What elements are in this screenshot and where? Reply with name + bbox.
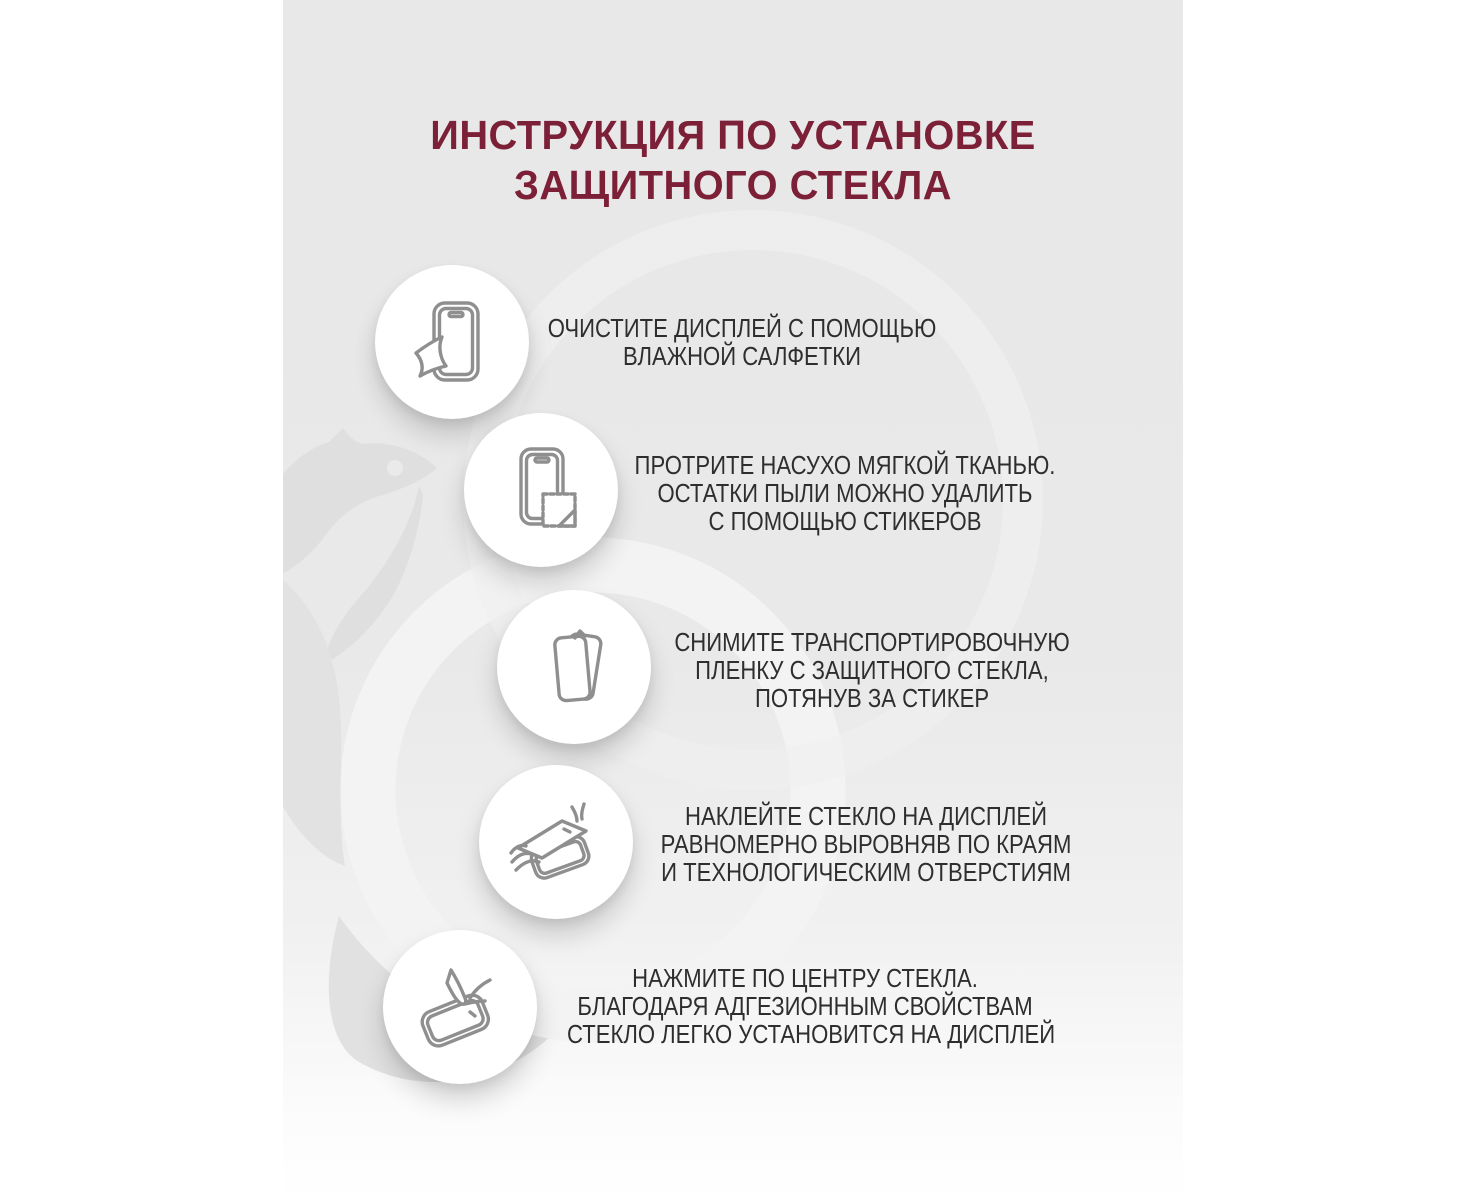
page-title-line-2: ЗАЩИТНОГО СТЕКЛА — [514, 162, 952, 208]
poster-panel — [283, 0, 1183, 1200]
page-title-line-1: ИНСТРУКЦИЯ ПО УСТАНОВКЕ — [430, 112, 1036, 158]
step-3-line-1: СНИМИТЕ ТРАНСПОРТИРОВОЧНУЮ — [674, 627, 1070, 657]
step-5-icon-circle — [383, 930, 537, 1084]
step-1-text — [504, 314, 980, 370]
page-title — [297, 110, 1170, 210]
step-1-line-2: ВЛАЖНОЙ САЛФЕТКИ — [622, 341, 862, 371]
step-5-line-3: СТЕКЛО ЛЕГКО УСТАНОВИТСЯ НА ДИСПЛЕЙ — [567, 1019, 1056, 1049]
step-4-line-2: РАВНОМЕРНО ВЫРОВНЯВ ПО КРАЯМ — [660, 829, 1072, 859]
step-4-text — [628, 802, 1104, 886]
step-3-text — [634, 628, 1110, 712]
step-2-line-3: С ПОМОЩЬЮ СТИКЕРОВ — [708, 506, 982, 536]
step-5-line-1: НАЖМИТЕ ПО ЦЕНТРУ СТЕКЛА. — [632, 963, 978, 993]
press-glass-center-icon — [410, 957, 510, 1057]
step-2-line-2: ОСТАТКИ ПЫЛИ МОЖНО УДАЛИТЬ — [657, 478, 1033, 508]
phone-wet-wipe-icon — [402, 292, 502, 392]
step-2-line-1: ПРОТРИТЕ НАСУХО МЯГКОЙ ТКАНЬЮ. — [634, 450, 1056, 480]
step-5-line-2: БЛАГОДАРЯ АДГЕЗИОННЫМ СВОЙСТВАМ — [577, 991, 1033, 1021]
step-2-icon-circle — [464, 413, 618, 567]
step-4-line-3: И ТЕХНОЛОГИЧЕСКИМ ОТВЕРСТИЯМ — [661, 857, 1071, 887]
step-1-line-1: ОЧИСТИТЕ ДИСПЛЕЙ С ПОМОЩЬЮ — [547, 313, 937, 343]
step-3-line-3: ПОТЯНУВ ЗА СТИКЕР — [754, 683, 990, 713]
phone-dust-sticker-icon — [491, 440, 591, 540]
step-5-text — [567, 963, 1056, 1049]
align-glass-on-display-icon — [506, 792, 606, 892]
peel-transport-film-icon — [524, 617, 624, 717]
step-3-line-2: ПЛЕНКУ С ЗАЩИТНОГО СТЕКЛА, — [695, 655, 1049, 685]
step-3-icon-circle — [497, 590, 651, 744]
step-2-text — [607, 451, 1083, 535]
step-4-line-1: НАКЛЕЙТЕ СТЕКЛО НА ДИСПЛЕЙ — [685, 801, 1047, 831]
step-4-icon-circle — [479, 765, 633, 919]
